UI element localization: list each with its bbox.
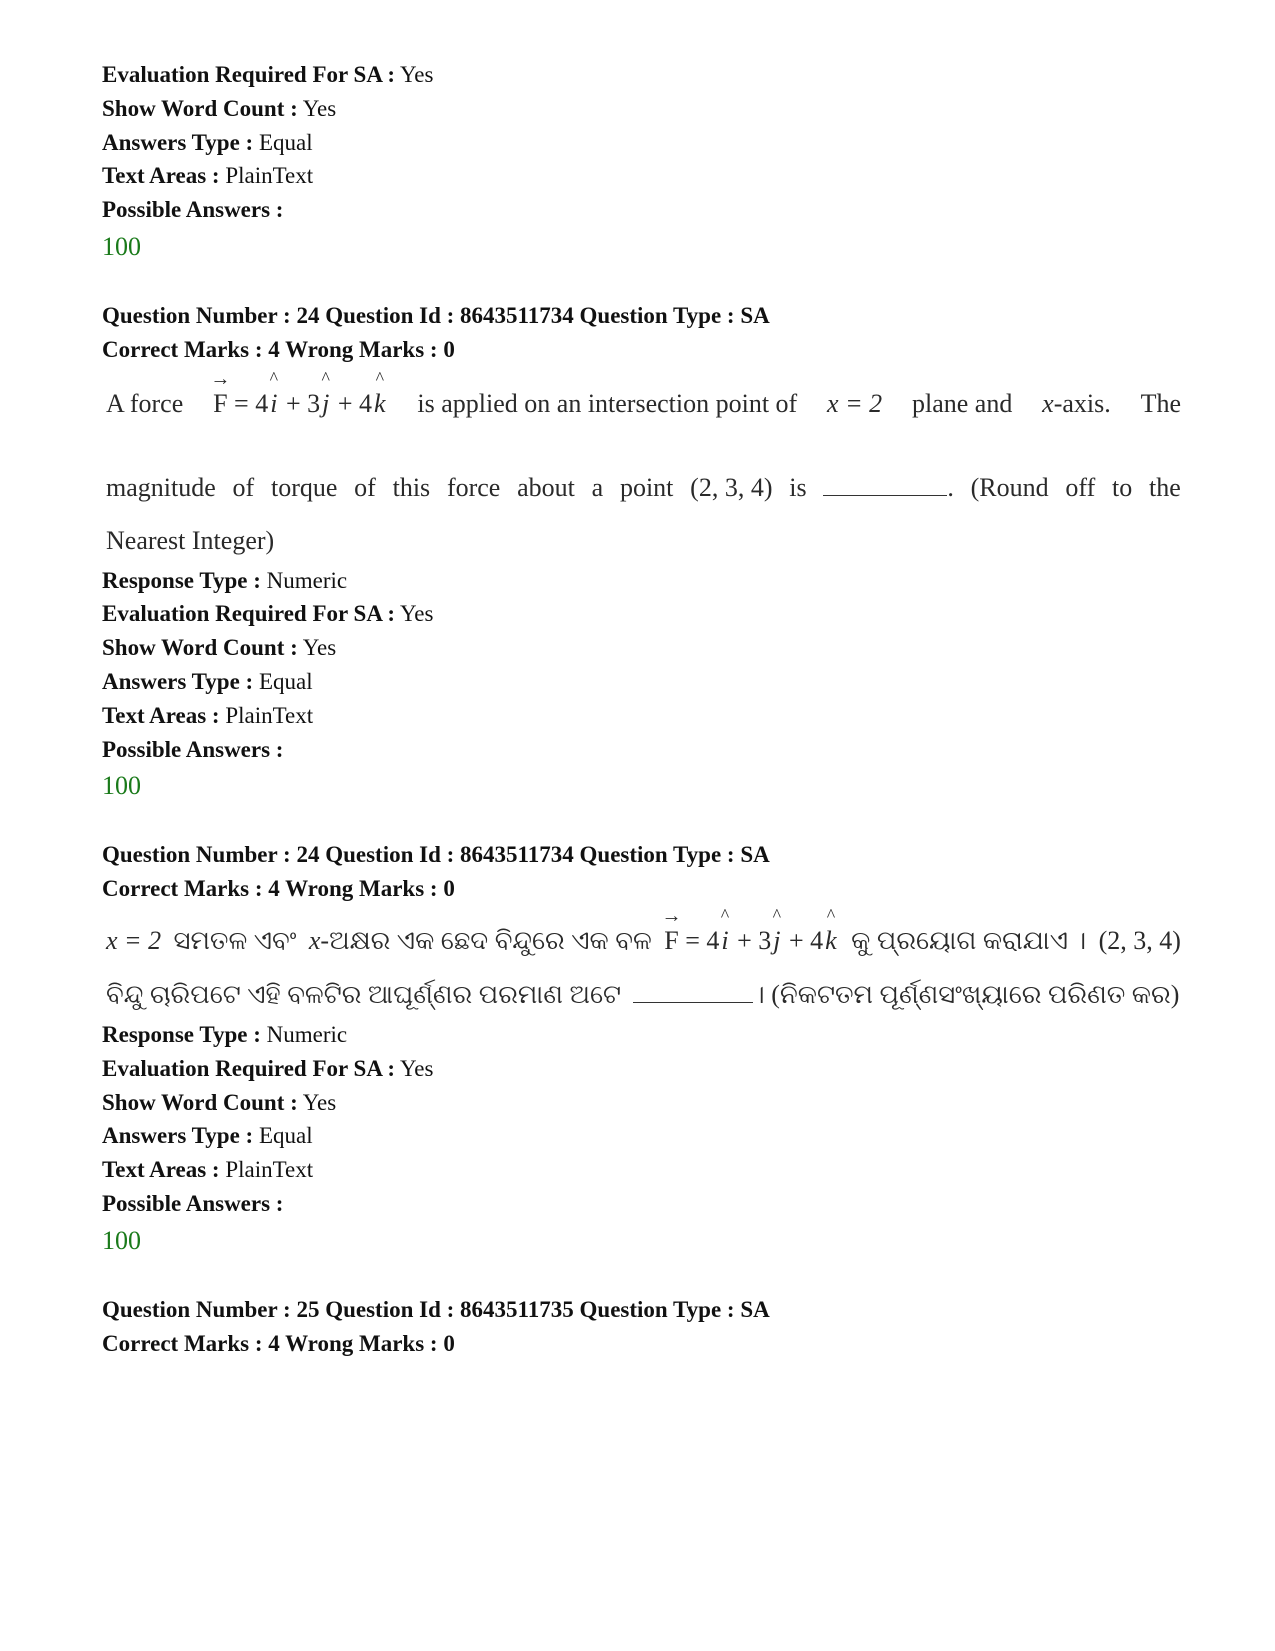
- field-response-type: Response Type : Numeric: [102, 1021, 348, 1047]
- field-eval-required: Evaluation Required For SA : Yes: [102, 62, 434, 87]
- field-answers-type: Answers Type : Equal: [102, 1123, 313, 1149]
- field-eval-required: Evaluation Required For SA : Yes: [102, 601, 434, 627]
- field-answers-type: Answers Type : Equal: [102, 668, 313, 694]
- question-text-line-1: A force → F = 4 ^ i + 3 ^ j + 4 ^ k is applied on an intersection point of x = 2 plane and x-axis. The: [106, 367, 1181, 418]
- question-text-line-2: ବିନ୍ଦୁ ଚାରିପଟେ ଏହି ବଳଟିର ଆଘୂର୍ଣ୍ଣର ପରମାଣ ଅଟେ । (ନିକଟତମ ପୂର୍ଣ୍ଣସଂଖ୍ୟାରେ ପରିଣତ କର): [106, 979, 1180, 1009]
- question-marks: Correct Marks : 4 Wrong Marks : 0: [102, 876, 455, 902]
- possible-answer-value: 100: [102, 1225, 141, 1255]
- force-vector: → F = 4 ^ i + 3 ^ j + 4 ^ k: [210, 367, 386, 418]
- field-text-areas: Text Areas : PlainText: [102, 702, 314, 728]
- answer-blank: [633, 984, 753, 1003]
- top-block: [102, 58, 1192, 265]
- field-possible-answers: Possible Answers :: [102, 736, 284, 762]
- question-text-line-3: Nearest Integer): [106, 525, 275, 555]
- field-show-word-count: Show Word Count : Yes: [102, 1089, 337, 1115]
- field-text-areas: Text Areas : PlainText: [102, 1157, 314, 1183]
- possible-answer-value: 100: [102, 231, 141, 261]
- question-marks: Correct Marks : 4 Wrong Marks : 0: [102, 336, 455, 362]
- field-show-word-count: Show Word Count : Yes: [102, 95, 337, 121]
- document-page: [102, 58, 1192, 1360]
- question-header: Question Number : 24 Question Id : 8643511734 Question Type : SA: [102, 842, 770, 868]
- field-answers-type: Answers Type : Equal: [102, 129, 313, 155]
- question-text-line-2: magnitude of torque of this force about a point (2, 3, 4) is . (Round off to the: [106, 472, 1181, 502]
- field-text-areas: Text Areas : PlainText: [102, 163, 314, 189]
- question-24-english: [102, 299, 1192, 804]
- field-possible-answers: Possible Answers :: [102, 1190, 284, 1216]
- answer-blank: [823, 477, 947, 496]
- question-25: [102, 1293, 1192, 1361]
- field-possible-answers: Possible Answers :: [102, 197, 284, 223]
- question-marks: Correct Marks : 4 Wrong Marks : 0: [102, 1330, 455, 1356]
- question-header: Question Number : 24 Question Id : 8643511734 Question Type : SA: [102, 302, 770, 328]
- field-show-word-count: Show Word Count : Yes: [102, 635, 337, 661]
- question-24-odia: [102, 838, 1192, 1258]
- question-text-line-1: x = 2 ସମତଳ ଏବଂ x-ଅକ୍ଷର ଏକ ଛେଦ ବିନ୍ଦୁରେ ଏକ ବଳ → F = 4 ^ i + 3 ^ j + 4 ^ k କୁ ପ୍ରୟୋଗ କରାଯାଏ । (2, 3, 4): [106, 904, 1181, 955]
- force-vector: → F = 4 ^ i + 3 ^ j + 4 ^ k: [661, 904, 837, 955]
- possible-answer-value: 100: [102, 771, 141, 801]
- field-eval-required: Evaluation Required For SA : Yes: [102, 1055, 434, 1081]
- question-header: Question Number : 25 Question Id : 8643511735 Question Type : SA: [102, 1296, 770, 1322]
- field-response-type: Response Type : Numeric: [102, 567, 348, 593]
